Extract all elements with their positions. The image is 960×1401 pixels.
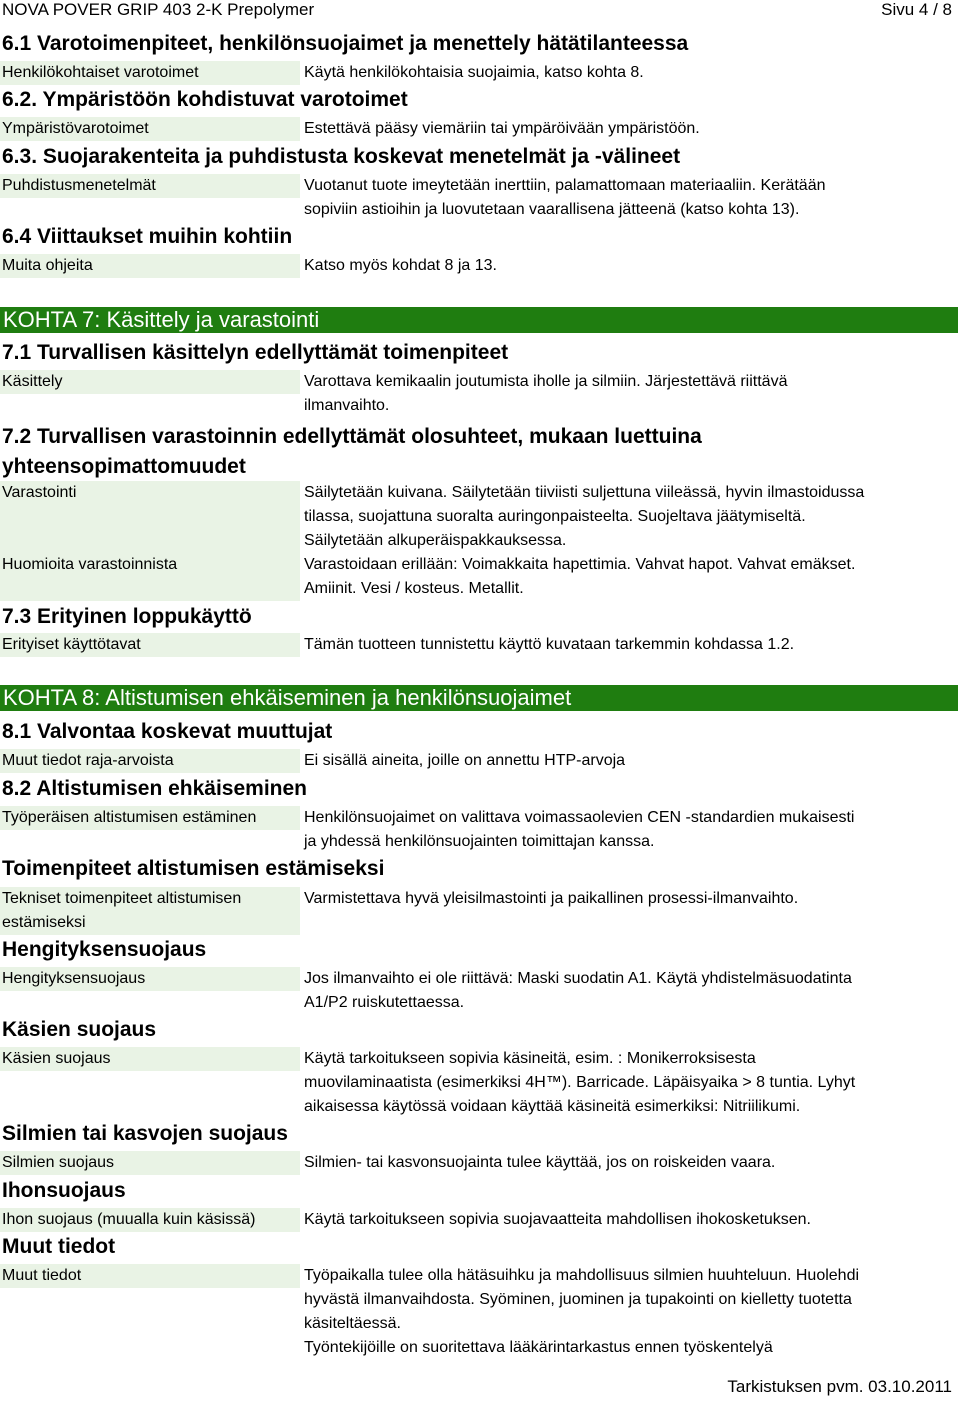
label-storage-notes: Huomioita varastoinnista [0, 553, 300, 601]
label-cleaning-methods: Puhdistusmenetelmät [0, 174, 300, 198]
section-7-3-title: 7.3 Erityinen loppukäyttö [2, 605, 252, 628]
section-6-4-title: 6.4 Viittaukset muihin kohtiin [2, 225, 293, 248]
value-hand-protection: Käytä tarkoitukseen sopivia käsineitä, esim. : Monikerroksisesta muovilaminaatista (esimerkiksi 4H™). Barricade. Läpäisyaika > 8 tuntia. Lyhyt aikaisessa käytössä voidaan käyttää käsineitä esimerkiksi: Nitriilikumi. [304, 1050, 856, 1115]
value-other-instructions: Katso myös kohdat 8 ja 13. [304, 257, 497, 274]
value-handling: Varottava kemikaalin joutumista iholle ja silmiin. Järjestettävä riittävä ilmanvaihto. [304, 373, 788, 414]
section-6-3-title: 6.3. Suojarakenteita ja puhdistusta koskevat menetelmät ja -välineet [2, 145, 681, 168]
label-occupational-exposure: Työperäisen altistumisen estäminen [0, 806, 300, 830]
section-7-bar: KOHTA 7: Käsittely ja varastointi [0, 307, 958, 333]
section-8-2-title: 8.2 Altistumisen ehkäiseminen [2, 777, 308, 800]
label-other-instructions: Muita ohjeita [0, 254, 300, 278]
document-title: NOVA POVER GRIP 403 2-K Prepolymer [2, 0, 315, 19]
section-8-bar: KOHTA 8: Altistumisen ehkäiseminen ja henkilönsuojaimet [0, 685, 958, 711]
value-respiratory-protection: Jos ilmanvaihto ei ole riittävä: Maski suodatin A1. Käytä yhdistelmäsuodatinta A1/P2 ruiskutettaessa. [304, 970, 852, 1011]
value-occupational-exposure: Henkilönsuojaimet on valittava voimassaolevien CEN -standardien mukaisesti ja yhdessä henkilönsuojainten toimittajan kanssa. [304, 809, 855, 850]
value-environmental-precautions: Estettävä pääsy viemäriin tai ympäröivään ympäristöön. [304, 120, 700, 137]
value-skin-protection: Käytä tarkoitukseen sopivia suojavaatteita mahdollisen ihokosketuksen. [304, 1211, 811, 1228]
respiratory-protection-title: Hengityksensuojaus [2, 938, 207, 961]
value-cleaning-methods: Vuotanut tuote imeytetään inerttiin, palamattomaan materiaaliin. Kerätään sopiviin astioihin ja luovutetaan vaarallisena jätteenä (katso kohta 13). [304, 177, 826, 218]
section-7-2-title: 7.2 Turvallisen varastoinnin edellyttämät olosuhteet, mukaan luettuina yhteensopimattomuudet [2, 425, 702, 478]
label-respiratory-protection: Hengityksensuojaus [0, 967, 300, 991]
section-8-1-title: 8.1 Valvontaa koskevat muuttujat [2, 720, 333, 743]
section-7-1-title: 7.1 Turvallisen käsittelyn edellyttämät toimenpiteet [2, 341, 509, 364]
label-skin-protection: Ihon suojaus (muualla kuin käsissä) [0, 1208, 300, 1232]
value-storage: Säilytetään kuivana. Säilytetään tiiviisti suljettuna viileässä, hyvin ilmastoidussa tilassa, suojattuna suoralta auringonpaisteelta. Suojeltava jäätymiseltä. Säilytetään alkuperäispakkauksessa. [304, 484, 865, 549]
label-personal-precautions: Henkilökohtaiset varotoimet [0, 61, 300, 85]
value-specific-uses: Tämän tuotteen tunnistettu käyttö kuvataan tarkemmin kohdassa 1.2. [304, 636, 795, 653]
label-storage: Varastointi [0, 481, 300, 553]
skin-protection-title: Ihonsuojaus [2, 1179, 126, 1202]
label-handling: Käsittely [0, 370, 300, 394]
label-other-info: Muut tiedot [0, 1264, 300, 1288]
value-technical-measures: Varmistettava hyvä yleisilmastointi ja paikallinen prosessi-ilmanvaihto. [304, 890, 799, 907]
label-eye-protection: Silmien suojaus [0, 1151, 300, 1175]
value-storage-notes: Varastoidaan erillään: Voimakkaita hapettimia. Vahvat hapot. Vahvat emäkset. Amiinit. Vesi / kosteus. Metallit. [304, 556, 856, 597]
revision-date: Tarkistuksen pvm. 03.10.2011 [727, 1377, 952, 1396]
label-environmental-precautions: Ympäristövarotoimet [0, 117, 300, 141]
value-limit-values: Ei sisällä aineita, joille on annettu HTP-arvoja [304, 752, 626, 769]
eye-protection-title: Silmien tai kasvojen suojaus [2, 1122, 288, 1145]
section-6-2-title: 6.2. Ympäristöön kohdistuvat varotoimet [2, 88, 408, 111]
label-specific-uses: Erityiset käyttötavat [0, 633, 300, 657]
value-personal-precautions: Käytä henkilökohtaisia suojaimia, katso kohta 8. [304, 64, 644, 81]
value-other-info: Työpaikalla tulee olla hätäsuihku ja mahdollisuus silmien huuhteluun. Huolehdi hyvästä ilmanvaihdosta. Syöminen, juominen ja tupakointi on kielletty tuotetta käsiteltäessä. Työntekijöille on suoritettava lääkärintarkastus ennen työskentelyä [304, 1267, 860, 1356]
section-6-1-title: 6.1 Varotoimenpiteet, henkilönsuojaimet ja menettely hätätilanteessa [2, 32, 689, 55]
value-eye-protection: Silmien- tai kasvonsuojainta tulee käyttää, jos on roiskeiden vaara. [304, 1154, 776, 1171]
hand-protection-title: Käsien suojaus [2, 1018, 157, 1041]
label-technical-measures: Tekniset toimenpiteet altistumisen estämiseksi [0, 887, 300, 935]
page-number: Sivu 4 / 8 [881, 0, 952, 19]
label-limit-values: Muut tiedot raja-arvoista [0, 749, 300, 773]
exposure-measures-title: Toimenpiteet altistumisen estämiseksi [2, 857, 385, 880]
other-info-title: Muut tiedot [2, 1235, 116, 1258]
label-hand-protection: Käsien suojaus [0, 1047, 300, 1071]
